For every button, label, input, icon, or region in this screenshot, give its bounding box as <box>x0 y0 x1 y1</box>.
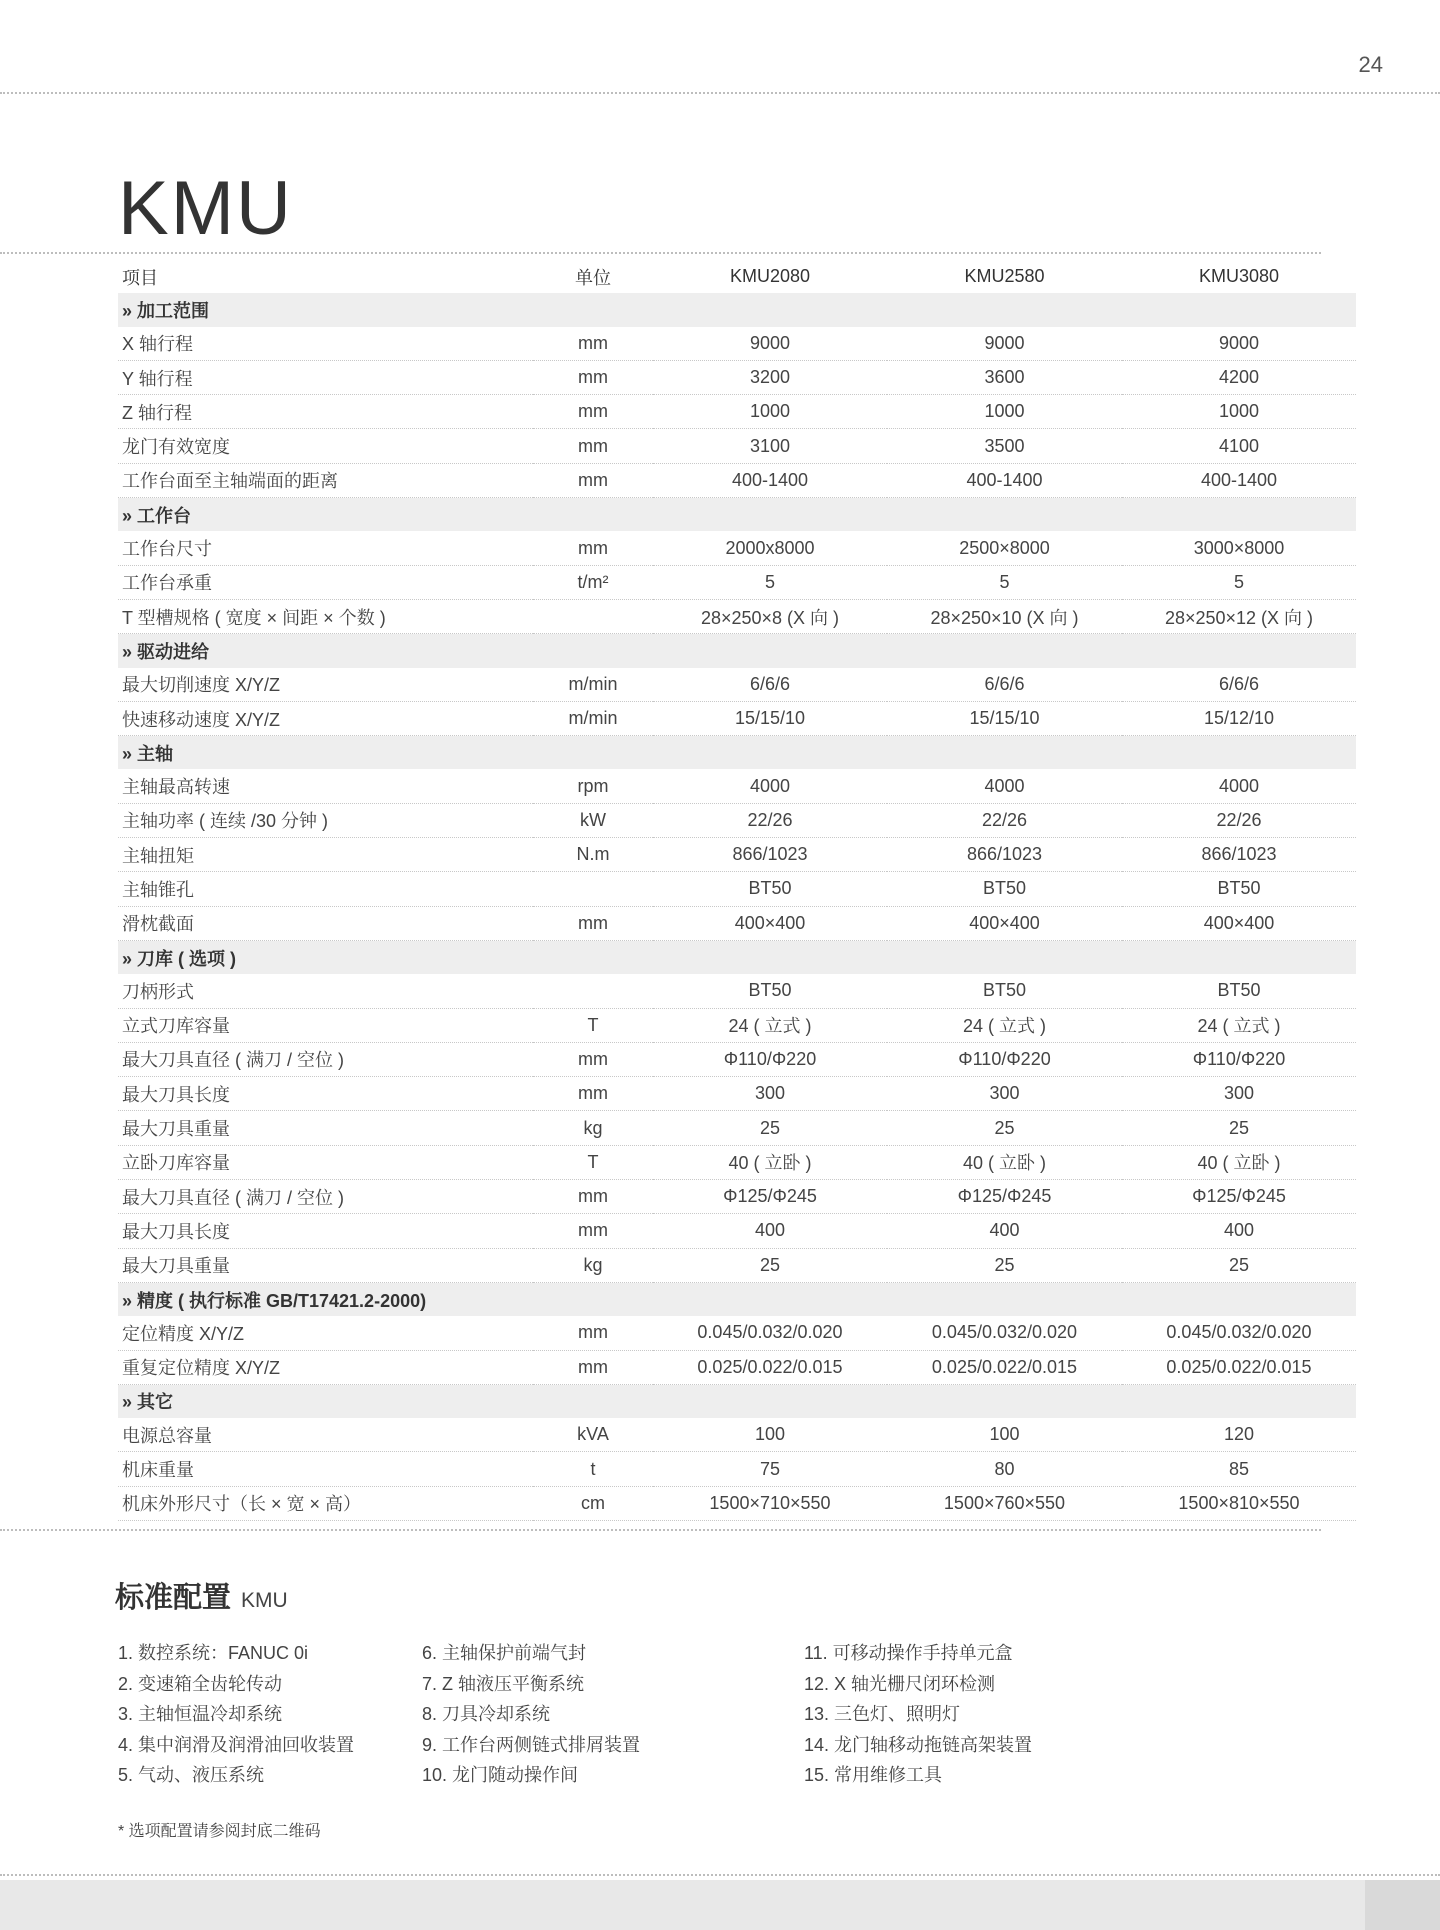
spec-value: 25 <box>887 1111 1122 1145</box>
spec-name: 工作台面至主轴端面的距离 <box>118 463 533 497</box>
spec-value: BT50 <box>887 872 1122 906</box>
spec-value: 4200 <box>1122 360 1356 394</box>
spec-unit: mm <box>533 395 653 429</box>
spec-unit: mm <box>533 1316 653 1350</box>
spec-name: 电源总容量 <box>118 1418 533 1452</box>
spec-value: 24 ( 立式 ) <box>887 1008 1122 1042</box>
table-row <box>118 1111 1356 1145</box>
table-row <box>118 769 1356 803</box>
standard-config-item: 11. 可移动操作手持单元盒 <box>804 1643 1013 1663</box>
spec-value: 9000 <box>887 327 1122 361</box>
footer-band <box>0 1880 1365 1930</box>
spec-unit <box>533 974 653 1008</box>
spec-name: X 轴行程 <box>118 327 533 361</box>
table-row <box>118 1042 1356 1076</box>
spec-unit: mm <box>533 1042 653 1076</box>
spec-value: BT50 <box>887 974 1122 1008</box>
spec-unit: rpm <box>533 769 653 803</box>
spec-value: 40 ( 立卧 ) <box>653 1145 887 1179</box>
table-row <box>118 395 1356 429</box>
spec-value: 866/1023 <box>1122 838 1356 872</box>
spec-value: BT50 <box>1122 872 1356 906</box>
spec-value: 28×250×8 (X 向 ) <box>653 599 887 633</box>
spec-name: 立卧刀库容量 <box>118 1145 533 1179</box>
spec-name: 立式刀库容量 <box>118 1008 533 1042</box>
standard-config-item: 5. 气动、液压系统 <box>118 1765 265 1785</box>
spec-value: 0.045/0.032/0.020 <box>1122 1316 1356 1350</box>
spec-name: 最大刀具直径 ( 满刀 / 空位 ) <box>118 1042 533 1076</box>
table-row <box>118 429 1356 463</box>
spec-value: 1000 <box>887 395 1122 429</box>
standard-config-column <box>422 1638 640 1791</box>
spec-value: 9000 <box>1122 327 1356 361</box>
footer-divider <box>0 1874 1440 1876</box>
spec-value: 28×250×12 (X 向 ) <box>1122 599 1356 633</box>
table-row <box>118 360 1356 394</box>
spec-name: 重复定位精度 X/Y/Z <box>118 1350 533 1384</box>
spec-value: BT50 <box>653 974 887 1008</box>
spec-name: 机床外形尺寸（长 × 宽 × 高） <box>118 1486 533 1520</box>
spec-unit: t <box>533 1452 653 1486</box>
spec-value: 24 ( 立式 ) <box>653 1008 887 1042</box>
spec-value: 22/26 <box>653 803 887 837</box>
spec-name: 最大刀具长度 <box>118 1214 533 1248</box>
spec-unit: cm <box>533 1486 653 1520</box>
table-row <box>118 1350 1356 1384</box>
spec-value: 100 <box>653 1418 887 1452</box>
spec-unit: t/m² <box>533 565 653 599</box>
spec-value: 400 <box>1122 1214 1356 1248</box>
spec-name: 最大刀具直径 ( 满刀 / 空位 ) <box>118 1180 533 1214</box>
table-row <box>118 1418 1356 1452</box>
standard-config-item: 7. Z 轴液压平衡系统 <box>422 1673 585 1694</box>
spec-unit <box>533 599 653 633</box>
spec-value: 0.025/0.022/0.015 <box>653 1350 887 1384</box>
spec-value: 25 <box>1122 1248 1356 1282</box>
spec-name: 主轴功率 ( 连续 /30 分钟 ) <box>118 803 533 837</box>
spec-unit: mm <box>533 1180 653 1214</box>
spec-value: 2500×8000 <box>887 531 1122 565</box>
spec-value: BT50 <box>653 872 887 906</box>
spec-unit: N.m <box>533 838 653 872</box>
spec-value: Φ125/Φ245 <box>653 1180 887 1214</box>
spec-value: 1500×710×550 <box>653 1486 887 1520</box>
table-row <box>118 1145 1356 1179</box>
section-title: » 加工范围 <box>118 293 1356 326</box>
spec-value: 22/26 <box>1122 803 1356 837</box>
section-row <box>118 1384 1356 1418</box>
spec-name: 快速移动速度 X/Y/Z <box>118 701 533 735</box>
spec-value: 4000 <box>1122 769 1356 803</box>
table-row <box>118 838 1356 872</box>
spec-value: 25 <box>887 1248 1122 1282</box>
table-row <box>118 974 1356 1008</box>
spec-value: 0.045/0.032/0.020 <box>887 1316 1122 1350</box>
spec-table <box>118 260 1356 1521</box>
spec-unit: mm <box>533 429 653 463</box>
spec-value: 100 <box>887 1418 1122 1452</box>
spec-value: 400-1400 <box>887 463 1122 497</box>
spec-value: 24 ( 立式 ) <box>1122 1008 1356 1042</box>
table-row <box>118 701 1356 735</box>
spec-value: 120 <box>1122 1418 1356 1452</box>
spec-value: 0.045/0.032/0.020 <box>653 1316 887 1350</box>
spec-value: 1000 <box>1122 395 1356 429</box>
spec-unit: m/min <box>533 701 653 735</box>
spec-name: 工作台承重 <box>118 565 533 599</box>
spec-value: 40 ( 立卧 ) <box>1122 1145 1356 1179</box>
spec-unit: kVA <box>533 1418 653 1452</box>
table-header-row <box>118 260 1356 293</box>
table-row <box>118 1180 1356 1214</box>
spec-name: Y 轴行程 <box>118 360 533 394</box>
spec-value: 400 <box>887 1214 1122 1248</box>
spec-name: 主轴扭矩 <box>118 838 533 872</box>
spec-name: 最大刀具重量 <box>118 1111 533 1145</box>
spec-name: 最大切削速度 X/Y/Z <box>118 668 533 702</box>
spec-name: 定位精度 X/Y/Z <box>118 1316 533 1350</box>
spec-value: 80 <box>887 1452 1122 1486</box>
table-row <box>118 1486 1356 1520</box>
header-unit: 单位 <box>575 267 611 288</box>
standard-config-item: 8. 刀具冷却系统 <box>422 1704 551 1724</box>
table-bottom-divider <box>0 1529 1321 1531</box>
spec-unit: mm <box>533 1214 653 1248</box>
section-title: » 主轴 <box>118 736 1356 770</box>
spec-name: T 型槽规格 ( 宽度 × 间距 × 个数 ) <box>118 599 533 633</box>
spec-value: 15/12/10 <box>1122 701 1356 735</box>
spec-unit: mm <box>533 1350 653 1384</box>
table-row <box>118 872 1356 906</box>
spec-unit: kg <box>533 1111 653 1145</box>
section-row <box>118 498 1356 532</box>
spec-value: 400 <box>653 1214 887 1248</box>
spec-value: Φ110/Φ220 <box>887 1042 1122 1076</box>
spec-unit: mm <box>533 360 653 394</box>
spec-value: 300 <box>653 1077 887 1111</box>
spec-name: 工作台尺寸 <box>118 531 533 565</box>
table-row <box>118 1214 1356 1248</box>
section-row <box>118 634 1356 668</box>
section-title: » 精度 ( 执行标准 GB/T17421.2-2000) <box>118 1282 1356 1316</box>
section-row <box>118 940 1356 974</box>
spec-value: 28×250×10 (X 向 ) <box>887 599 1122 633</box>
spec-unit: kW <box>533 803 653 837</box>
table-row <box>118 1008 1356 1042</box>
spec-value: 400×400 <box>653 906 887 940</box>
spec-value: Φ110/Φ220 <box>653 1042 887 1076</box>
spec-value: 75 <box>653 1452 887 1486</box>
table-row <box>118 1077 1356 1111</box>
header-model: KMU2080 <box>729 266 811 287</box>
spec-value: Φ125/Φ245 <box>1122 1180 1356 1214</box>
spec-value: 85 <box>1122 1452 1356 1486</box>
spec-name: 机床重量 <box>118 1452 533 1486</box>
spec-value: 3000×8000 <box>1122 531 1356 565</box>
standard-config-item: 15. 常用维修工具 <box>804 1765 943 1785</box>
spec-name: 滑枕截面 <box>118 906 533 940</box>
spec-value: 6/6/6 <box>1122 668 1356 702</box>
spec-name: 主轴锥孔 <box>118 872 533 906</box>
table-row <box>118 1452 1356 1486</box>
header-model: KMU2580 <box>964 266 1045 287</box>
spec-unit: T <box>533 1145 653 1179</box>
page-title: KMU <box>118 166 293 251</box>
spec-value: 1500×810×550 <box>1122 1486 1356 1520</box>
title-divider <box>0 252 1321 254</box>
standard-config-heading <box>115 1575 288 1616</box>
spec-name: 龙门有效宽度 <box>118 429 533 463</box>
spec-value: 5 <box>653 565 887 599</box>
spec-value: 5 <box>1122 565 1356 599</box>
standard-config-column <box>804 1638 1032 1791</box>
spec-value: 3600 <box>887 360 1122 394</box>
standard-config-title: 标准配置 <box>115 1582 232 1614</box>
spec-table-body <box>118 293 1356 1520</box>
footer-corner <box>1365 1880 1440 1930</box>
spec-value: 6/6/6 <box>887 668 1122 702</box>
standard-config-item: 6. 主轴保护前端气封 <box>422 1643 587 1663</box>
spec-value: 22/26 <box>887 803 1122 837</box>
standard-config-item: 12. X 轴光栅尺闭环检测 <box>804 1673 996 1694</box>
option-note: * 选项配置请参阅封底二维码 <box>118 1823 321 1840</box>
spec-value: 4000 <box>653 769 887 803</box>
table-row <box>118 531 1356 565</box>
spec-name: 最大刀具长度 <box>118 1077 533 1111</box>
spec-value: BT50 <box>1122 974 1356 1008</box>
standard-config-item: 13. 三色灯、照明灯 <box>804 1704 961 1724</box>
table-row <box>118 327 1356 361</box>
spec-unit: mm <box>533 463 653 497</box>
spec-value: 1500×760×550 <box>887 1486 1122 1520</box>
spec-unit: m/min <box>533 668 653 702</box>
table-row <box>118 463 1356 497</box>
spec-unit: kg <box>533 1248 653 1282</box>
standard-config-subtitle: KMU <box>241 1589 288 1612</box>
spec-value: 25 <box>653 1248 887 1282</box>
section-title: » 其它 <box>118 1384 1356 1418</box>
table-row <box>118 1316 1356 1350</box>
spec-value: 0.025/0.022/0.015 <box>887 1350 1122 1384</box>
section-title: » 驱动进给 <box>118 634 1356 668</box>
spec-value: 3100 <box>653 429 887 463</box>
spec-value: 300 <box>887 1077 1122 1111</box>
spec-unit <box>533 872 653 906</box>
standard-config-item: 3. 主轴恒温冷却系统 <box>118 1704 283 1724</box>
spec-value: 400×400 <box>1122 906 1356 940</box>
table-row <box>118 668 1356 702</box>
standard-config-item: 10. 龙门随动操作间 <box>422 1765 579 1785</box>
spec-name: 主轴最高转速 <box>118 769 533 803</box>
spec-unit: T <box>533 1008 653 1042</box>
spec-value: 4000 <box>887 769 1122 803</box>
spec-value: 40 ( 立卧 ) <box>887 1145 1122 1179</box>
spec-value: 2000x8000 <box>653 531 887 565</box>
spec-value: Φ110/Φ220 <box>1122 1042 1356 1076</box>
spec-value: 15/15/10 <box>653 701 887 735</box>
standard-config-item: 14. 龙门轴移动拖链高架装置 <box>804 1734 1033 1755</box>
section-title: » 工作台 <box>118 498 1356 532</box>
spec-name: 刀柄形式 <box>118 974 533 1008</box>
spec-value: 25 <box>653 1111 887 1145</box>
spec-name: Z 轴行程 <box>118 395 533 429</box>
spec-value: 5 <box>887 565 1122 599</box>
spec-value: 15/15/10 <box>887 701 1122 735</box>
spec-unit: mm <box>533 531 653 565</box>
table-row <box>118 1248 1356 1282</box>
spec-value: 866/1023 <box>653 838 887 872</box>
spec-name: 最大刀具重量 <box>118 1248 533 1282</box>
spec-value: Φ125/Φ245 <box>887 1180 1122 1214</box>
section-title: » 刀库 ( 选项 ) <box>118 940 1356 974</box>
standard-config-item: 1. 数控系统：FANUC 0i <box>118 1643 309 1663</box>
table-row <box>118 803 1356 837</box>
spec-value: 400-1400 <box>653 463 887 497</box>
spec-value: 3500 <box>887 429 1122 463</box>
table-row <box>118 599 1356 633</box>
spec-value: 866/1023 <box>887 838 1122 872</box>
spec-unit: mm <box>533 906 653 940</box>
spec-value: 0.025/0.022/0.015 <box>1122 1350 1356 1384</box>
header-item: 项目 <box>122 267 158 288</box>
header-model: KMU3080 <box>1198 266 1280 287</box>
spec-unit: mm <box>533 1077 653 1111</box>
spec-value: 400×400 <box>887 906 1122 940</box>
standard-config-item: 9. 工作台两侧链式排屑装置 <box>422 1734 641 1755</box>
spec-value: 25 <box>1122 1111 1356 1145</box>
spec-value: 9000 <box>653 327 887 361</box>
spec-value: 4100 <box>1122 429 1356 463</box>
top-divider <box>0 92 1440 94</box>
page-number: 24 <box>1358 52 1383 77</box>
spec-value: 3200 <box>653 360 887 394</box>
section-row <box>118 736 1356 770</box>
standard-config-item: 2. 变速箱全齿轮传动 <box>118 1673 283 1694</box>
standard-config-column <box>118 1638 354 1791</box>
spec-value: 400-1400 <box>1122 463 1356 497</box>
table-row <box>118 565 1356 599</box>
table-row <box>118 906 1356 940</box>
section-row <box>118 1282 1356 1316</box>
section-row <box>118 293 1356 326</box>
standard-config-item: 4. 集中润滑及润滑油回收装置 <box>118 1734 355 1755</box>
spec-value: 1000 <box>653 395 887 429</box>
spec-value: 6/6/6 <box>653 668 887 702</box>
spec-unit: mm <box>533 327 653 361</box>
spec-value: 300 <box>1122 1077 1356 1111</box>
